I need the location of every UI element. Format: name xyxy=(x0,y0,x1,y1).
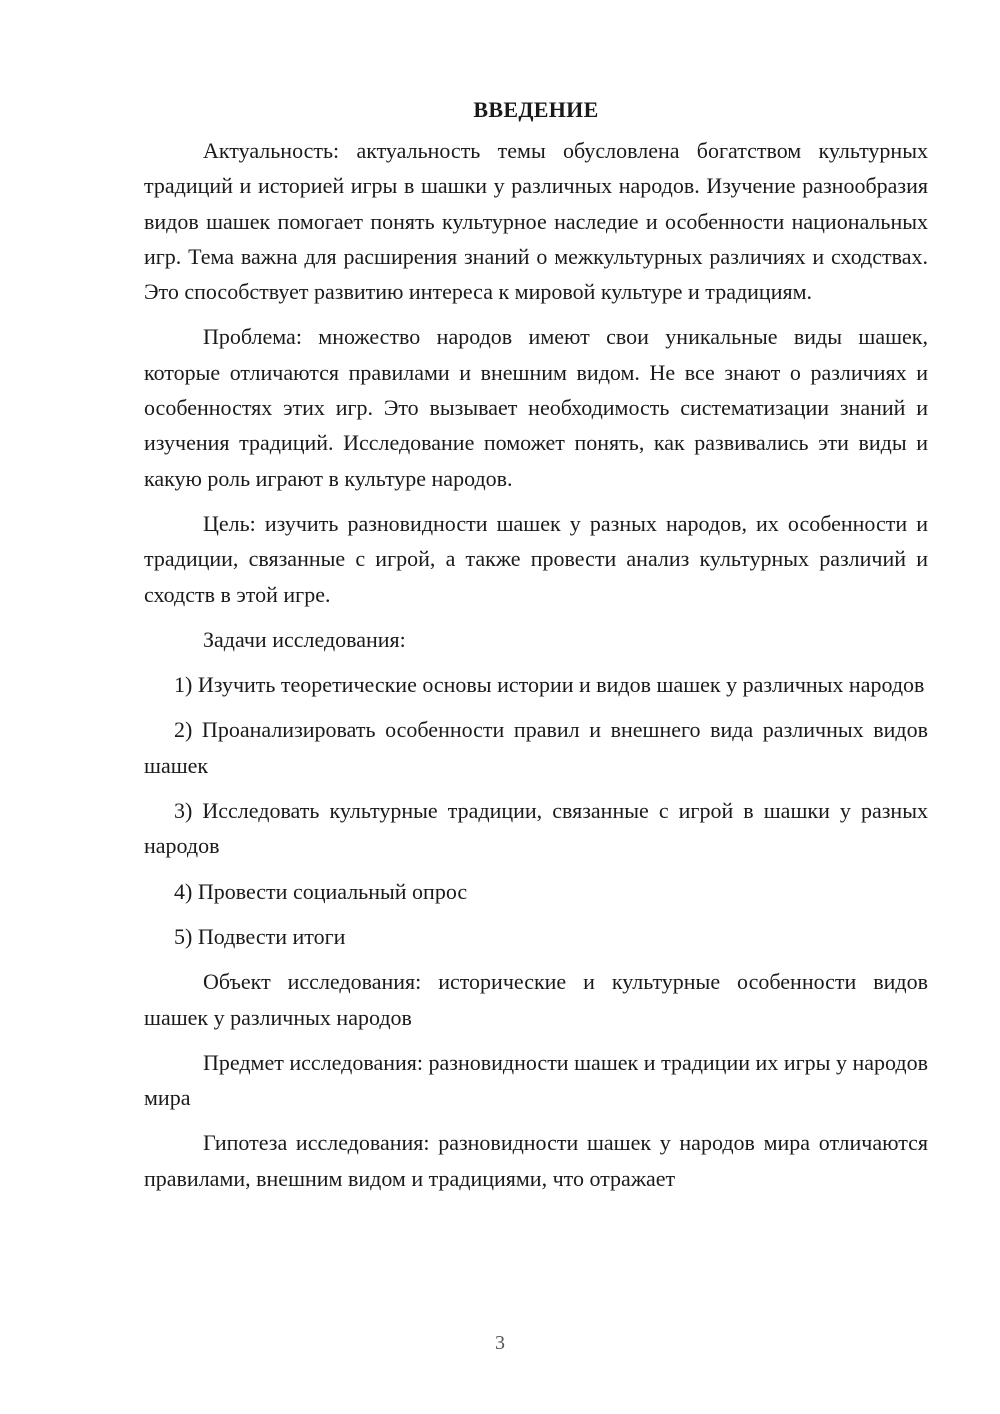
document-page xyxy=(144,92,928,1206)
section-title: ВВЕДЕНИЕ xyxy=(473,97,599,122)
paragraph-goal: Цель: изучить разновидности шашек у разных народов, их особенности и традиции, связанные с игрой, а также провести анализ культурных различий и сходств в этой игре. xyxy=(144,510,928,607)
paragraph-hypothesis: Гипотеза исследования: разновидности шашек у народов мира отличаются правилами, внешним видом и традициями, что отражает xyxy=(144,1130,928,1191)
paragraph-relevance: Актуальность: актуальность темы обусловлена богатством культурных традиций и историей игры в шашки у различных народов. Изучение разнообразия видов шашек помогает понять культурное наследие и особенности национальных игр. Тема важна для расширения знаний о межкультурных различиях и сходствах. Это способствует развитию интереса к мировой культуре и традициям. xyxy=(144,138,928,305)
task-item-2: 2) Проанализировать особенности правил и внешнего вида различных видов шашек xyxy=(144,717,928,778)
task-item-1: 1) Изучить теоретические основы истории и видов шашек у различных народов xyxy=(174,672,925,698)
tasks-heading: Задачи исследования: xyxy=(203,626,406,652)
task-item-4: 4) Провести социальный опрос xyxy=(174,878,468,904)
page-number: 3 xyxy=(495,1332,505,1354)
paragraph-object: Объект исследования: исторические и культурные особенности видов шашек у различных народов xyxy=(144,969,928,1030)
paragraph-subject: Предмет исследования: разновидности шашек и традиции их игры у народов мира xyxy=(144,1049,928,1111)
task-item-3: 3) Исследовать культурные традиции, связанные с игрой в шашки у разных народов xyxy=(144,798,928,859)
paragraph-problem: Проблема: множество народов имеют свои уникальные виды шашек, которые отличаются правилами и внешним видом. Не все знают о различиях и особенностях этих игр. Это вызывает необходимость систематизации знаний и изучения традиций. Исследование поможет понять, как развивались эти виды и какую роль играют в культуре народов. xyxy=(144,324,928,491)
task-item-5: 5) Подвести итоги xyxy=(174,923,346,949)
